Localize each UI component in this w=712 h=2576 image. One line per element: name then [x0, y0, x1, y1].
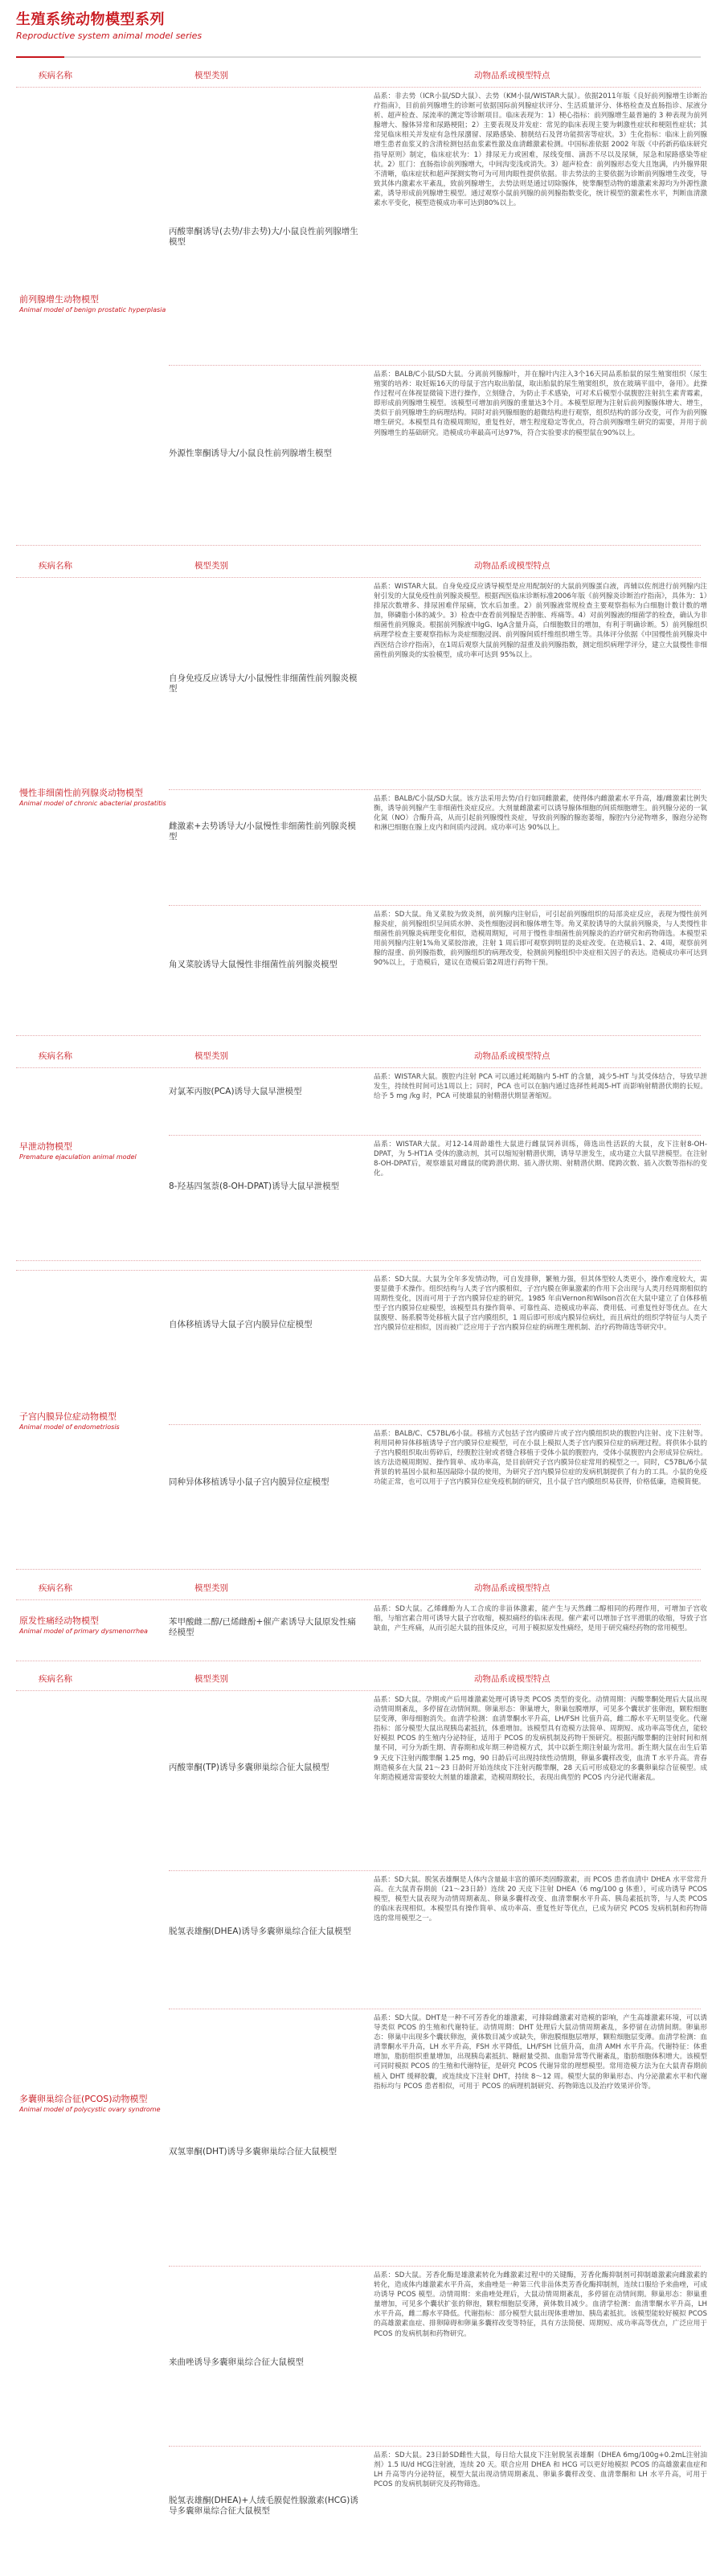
desc-bph1: 品系：非去势（ICR小鼠/SD大鼠）、去势（KM小鼠/WISTAR大鼠）。依据2011年版《良好前列腺增生诊断治疗指南》，目前前列腺增生的诊断可依据国际前列腺症状评分、生活质量评分、体格检查及直肠指诊、尿液分析、超声检查、尿流率的测定等诊断项目。临床表现为：1）梗心指标：前列腺增生最普遍的 3 种表现为前列腺增大、腺体异常和尿路梗阻；2）主要表现及并发症：常见的临床表现主要为刺激性症状和梗阻性症状；其常见临床相关并发症有急性尿潴留、尿路感染、膀胱结石及肾功能损害等症状。3）生化指标：临床上前列腺增生患者血浆又的含清检测包括血浆素性激及血清雌激素检测。中国标准依据 2002 年版《中药新药临床研究指导原则》制定，临床症状为：1）排尿无力或困难，尿线变细、滴沥不尽以及尿频，尿急和尿路感染等症状。2）肛门：直肠指诊前列腺增大，中间沟变浅或消失。3）超声检查：前列腺形态变大且饱满，内外腺界限不清晰，临床症状和超声探测实物可为可用肉眼性提供依据。非去势法的主要依据为诊断前列腺增生改变，导致其体内激素水平紊乱，致前列腺增生，去势法则是通过切除腺体，使睾酮型动物的雄激素来源均为外源性激素，诱导形成前列腺增生模型。通过观察小鼠前列腺的前列腺指数变化，统计模型的激素性水平，判断血清激素水平变化，模型造模成功率可达到80%以上。 [374, 92, 707, 208]
model-em2: 同种异体移植诱导小鼠子宫内膜异位症模型 [169, 1477, 329, 1487]
category-name: 前列腺增生动物模型 [19, 294, 99, 305]
category-name-en: Premature ejaculation animal model [19, 1153, 137, 1161]
desc-pe1: 品系：WISTAR大鼠。腹腔内注射 PCA 可以通过耗竭脑内 5-HT 的含量，减少5-HT 与其受体结合，导致早泄发生，持续性时间可达1周以上；同时，PCA 也可以在脑内通过选择性耗竭5-HT 而影响射精潜伏期的长短。给予 5 mg /kg 时，PCA 可使雄鼠的射精潜伏期显著缩短。 [374, 1073, 707, 1101]
divider [16, 1690, 701, 1691]
category-name: 早泄动物模型 [19, 1141, 72, 1152]
category-name-en: Animal model of polycystic ovary syndrome [19, 2106, 161, 2113]
divider [169, 789, 701, 790]
section-premature-ejaculation [16, 1045, 707, 1262]
section-endometriosis [16, 1270, 707, 1571]
model-em1: 自体移植诱导大鼠子宫内膜异位症模型 [169, 1320, 313, 1329]
desc-pe2: 品系：WISTAR大鼠。对12-14周龄雄性大鼠进行雌鼠饲养训练，筛选出性活跃的大鼠，皮下注射8-OH-DPAT，为 5-HT1A 受体的激动剂，其可以缩短射精潜伏期，诱导早泄发生，成功建立大鼠早泄模型。在注射8-OH-DPAT后，观察雄鼠对雌鼠的爬跨潜伏期、插入潜伏期、射精潜伏期、爬跨次数、插入次数等指标的变化。 [374, 1141, 707, 1178]
column-header-desc: 动物品系或模型特点 [474, 1674, 550, 1684]
divider [16, 545, 701, 546]
divider [16, 1569, 701, 1570]
model-bph1: 丙酸睾酮诱导(去势/非去势)大/小鼠良性前列腺增生模型 [169, 227, 358, 247]
desc-pcos5: 品系：SD大鼠。23日龄SD雌性大鼠，每日给大鼠皮下注射脱氢表雄酮（DHEA 6mg/100g+0.2mL注射油剂）1.5 IU/d HCG注射液，连续 20 天。联合应用 DHEA 和 HCG 可以更好地模拟 PCOS 的高雄激素血症和 LH 升高等内分泌特征，模型大鼠出现动情周期紊乱、卵巢多囊样改变、血清睾酮和 LH 水平升高，可用于 PCOS 的发病机制研究及药物筛选。 [374, 2451, 707, 2489]
category-pd [19, 1616, 180, 1636]
divider [169, 905, 701, 906]
category-pcos [19, 2094, 180, 2114]
category-em [19, 1411, 180, 1431]
divider [169, 365, 701, 366]
column-header-category: 疾病名称 [39, 71, 72, 80]
divider [169, 2446, 701, 2447]
model-cp3: 角叉菜胶诱导大鼠慢性非细菌性前列腺炎模型 [169, 960, 338, 969]
desc-cp2: 品系：BALB/C小鼠/SD大鼠。该方法采用去势/自行如同雌激素，使得体内雌激素水平升高，雄/雌激素比例失衡，诱导前列腺产生非细菌性炎症反应。大剂量雌激素可以诱导腺体细胞的间质细胞增生。前列腺分泌的一氧化氮（NO）合酶升高，从而引起前列腺慢性炎症，导致前列腺的腺泡萎缩，腺腔内分泌物增多，腺泡分泌物和淋巴细胞在腺上皮内和间质内浸润。成功率可达 90%以上。 [374, 795, 707, 833]
model-bph2: 外源性睾酮诱导大/小鼠良性前列腺增生模型 [169, 448, 333, 458]
page-title: 生殖系统动物模型系列 [16, 11, 165, 28]
desc-pcos3: 品系：SD大鼠。DHT是一种不可芳香化的雄激素，可排除雌激素对造模的影响，产生高雄激素环境，可以诱导类似 PCOS 的生殖和代谢特征。动情周期：DHT 处理后大鼠动情周期紊乱，多停留在动情间期。卵巢形态：卵巢中出现多个囊状卵泡，黄体数目减少或缺失，卵泡膜细胞层增厚，颗粒细胞层变薄。血清学检测：血清睾酮水平升高，LH 水平升高，FSH 水平降低，LH/FSH 比值升高，血清 AMH 水平升高。代谢特征：体重增加，脂肪组织重量增加，出现胰岛素抵抗、糖耐量受损、血脂异常等代谢紊乱，脂肪细胞体积增大。该模型可同时模拟 PCOS 的生殖和代谢特征，是研究 PCOS 代谢异常的理想模型。常用造模方法为在大鼠青春期前植入 DHT 缓释胶囊，或连续皮下注射 DHT，持续 8～12 周。模型大鼠的卵巢形态、内分泌激素水平和代谢指标均与 PCOS 患者相似，可用于 PCOS 的病理机制研究、药物筛选以及治疗效果评价等。 [374, 2014, 707, 2091]
divider [16, 577, 701, 578]
column-header-desc: 动物品系或模型特点 [474, 561, 550, 571]
model-pe1: 对氯苯丙胺(PCA)诱导大鼠早泄模型 [169, 1087, 302, 1096]
model-cp1: 自身免疫反应诱导大/小鼠慢性非细菌性前列腺炎模型 [169, 674, 358, 694]
column-header-model: 模型类别 [194, 1051, 228, 1061]
column-header-category: 疾病名称 [39, 1051, 72, 1061]
model-cp2: 雌激素+去势诱导大/小鼠慢性非细菌性前列腺炎模型 [169, 821, 356, 842]
desc-pcos4: 品系：SD大鼠。芳香化酶是雄激素转化为雌激素过程中的关键酶，芳香化酶抑制剂可抑制雄激素向雌激素的转化，造成体内雄激素水平升高，来曲唑是一种第三代非甾体类芳香化酶抑制剂，连续口服给予来曲唑，可成功诱导 PCOS 模型。动情周期：来曲唑处理后，大鼠动情周期紊乱，多停留在动情间期。卵巢形态：卵巢重量增加，可见多个囊状扩张的卵泡，颗粒细胞层变薄，黄体数目减少。血清学检测：血清睾酮水平升高，LH 水平升高，雌二醇水平降低。代谢指标：部分模型大鼠出现体重增加、胰岛素抵抗。该模型能较好模拟 PCOS 的高雄激素血症、排卵障碍和卵巢多囊样改变等特征，具有方法简便、周期短、成功率高等优点，广泛应用于 PCOS 的发病机制和药物研究。 [374, 2271, 707, 2338]
model-pe2: 8-羟基四氢萘(8-OH-DPAT)诱导大鼠早泄模型 [169, 1182, 340, 1191]
page-subtitle: Reproductive system animal model series [16, 31, 203, 41]
column-header-category: 疾病名称 [39, 1583, 72, 1593]
category-bph [19, 294, 180, 314]
divider [169, 1870, 701, 1871]
section-dysmenorrhea [16, 1577, 707, 1662]
category-name-en: Animal model of chronic abacterial prostatitis [19, 800, 166, 807]
divider [169, 1424, 701, 1425]
category-cp [19, 788, 180, 808]
category-name: 慢性非细菌性前列腺炎动物模型 [19, 788, 143, 798]
model-pcos2: 脱氢表雄酮(DHEA)诱导多囊卵巢综合征大鼠模型 [169, 1927, 351, 1936]
divider [16, 87, 701, 88]
column-header-model: 模型类别 [194, 1674, 228, 1684]
column-header-model: 模型类别 [194, 1583, 228, 1593]
desc-bph2: 品系：BALB/C小鼠/SD大鼠。分离前列腺腺叶，并在腺叶内注入3个16天同品系胎鼠的尿生殖窦组织（尿生殖窦的培养：取妊娠16天的母鼠于宫内取出胎鼠，取出胎鼠的尿生殖窦组织，放在玻璃平皿中，备用）。此操作过程可在体视显微镜下进行操作，立刻缝合，为防止手术感染，可对术后模型小鼠腹腔注射抗生素青霉素，即形成前列腺增生模型。该模型可增加前列腺的重量达3个月。本模型原理为注射后前列腺腺体增大、增生，类似于前列腺增生的病理结构。同时对前列腺细胞的超微结构进行观察，组织结构的部分改变，可作为前列腺增生研究。本模型具有造模周期短，重复性好，增生程度稳定等优点，符合前列腺增生研究的需要，并用于前列腺增生的基础研究。造模成功率最高可达97%，符合实验要求的模型鼠在90%以上。 [374, 371, 707, 437]
category-name-en: Animal model of benign prostatic hyperplasia [19, 306, 166, 313]
section-chronic-prostatitis [16, 555, 707, 1037]
model-pcos3: 双氢睾酮(DHT)诱导多囊卵巢综合征大鼠模型 [169, 2147, 338, 2156]
category-name: 多囊卵巢综合征(PCOS)动物模型 [19, 2094, 148, 2104]
column-header-desc: 动物品系或模型特点 [474, 1583, 550, 1593]
header-divider [16, 56, 701, 58]
category-name-en: Animal model of endometriosis [19, 1423, 120, 1431]
divider [16, 1067, 701, 1068]
divider [16, 1599, 701, 1600]
desc-pcos1: 品系：SD大鼠。孕期或产后用雄激素处理可诱导类 PCOS 类型的变化。动情周期：丙酸睾酮处理后大鼠出现动情周期紊乱，多停留在动情间期。卵巢形态：卵巢增大，卵巢包膜增厚，可见多个囊状扩张卵泡，颗粒细胞层变薄，卵母细胞消失。血清学检测：血清睾酮水平升高，LH/FSH 比值升高，雌二醇水平无明显变化。代谢指标：部分模型大鼠出现胰岛素抵抗，体重增加。该模型具有造模方法简单、周期短、成功率高等优点，能较好模拟 PCOS 的生殖内分泌特征，适用于 PCOS 的发病机制及药物干预研究。根据丙酸睾酮的注射时间和剂量不同，可分为新生期、青春期和成年期三种造模方式，其中以新生期注射最为常用。新生期大鼠在出生后第 9 天皮下注射丙酸睾酮 1.25 mg，90 日龄后可出现持续性动情期，卵巢多囊样改变，血清 T 水平升高。青春期造模多在大鼠 21～23 日龄时开始连续皮下注射丙酸睾酮，28 天后可形成稳定的多囊卵巢综合征模型。成年期造模通常需要较大剂量的雄激素，造模周期较长，表现出典型的 PCOS 内分泌代谢紊乱。 [374, 1696, 707, 1782]
desc-pd1: 品系：SD大鼠。乙烯雌酚为人工合成的非甾体激素，能产生与天然雌二醇相同的药理作用，可增加子宫收缩，与缩宫素合用可诱导大鼠子宫收缩，模拟痛经的临床表现。催产素可以增加子宫平滑肌的收缩，导致子宫缺血，产生疼痛，从而引起大鼠的扭体反应，可用于模拟原发性痛经，是用于研究痛经药物的常用模型。 [374, 1605, 707, 1633]
column-header-desc: 动物品系或模型特点 [474, 1051, 550, 1061]
column-header-model: 模型类别 [194, 71, 228, 80]
desc-em2: 品系：BALB/C、C57BL/6小鼠。移植方式包括子宫内膜碎片或子宫内膜组织块的腹腔内注射、皮下注射等。利用同种异体移植诱导子宫内膜异位症模型，可在小鼠上模拟人类子宫内膜异位症的病理过程。将供体小鼠的子宫内膜组织取出剪碎后，经腹腔注射或者缝合移植于受体小鼠的腹腔内，受体小鼠腹腔内会形成异位病灶。该方法造模周期短、操作简单、成功率高，是目前研究子宫内膜异位症常用的模型之一。同时，C57BL/6小鼠背景的转基因小鼠和基因敲除小鼠的使用，为研究子宫内膜异位症的发病机制提供了有力的工具。小鼠的免疫功能正常，也可以用于子宫内膜异位症免疫机制的研究，且小鼠子宫内膜组织易获得，价格低廉，造模简便。 [374, 1430, 707, 1487]
category-pe [19, 1141, 180, 1161]
divider [169, 2266, 701, 2267]
model-pcos4: 来曲唑诱导多囊卵巢综合征大鼠模型 [169, 2357, 304, 2367]
category-name-en: Animal model of primary dysmenorrhea [19, 1628, 148, 1635]
model-pd1: 苯甲酸雌二醇/已烯雌酚+催产素诱导大鼠原发性痛经模型 [169, 1617, 356, 1637]
column-header-category: 疾病名称 [39, 561, 72, 571]
divider [169, 1135, 701, 1136]
model-pcos1: 丙酸睾酮(TP)诱导多囊卵巢综合征大鼠模型 [169, 1763, 329, 1772]
column-header-model: 模型类别 [194, 561, 228, 571]
column-header-category: 疾病名称 [39, 1674, 72, 1684]
column-header-desc: 动物品系或模型特点 [474, 71, 550, 80]
desc-pcos2: 品系：SD大鼠。脱氢表雄酮是人体内含量最丰富的循环类固醇激素，而 PCOS 患者血清中 DHEA 水平常常升高。在大鼠青春期前（21～23日龄）连续 20 天皮下注射 DHEA（6 mg/100 g 体重），可成功诱导 PCOS 模型，模型大鼠表现为动情周期紊乱、卵巢多囊样改变、血清睾酮水平升高、胰岛素抵抗等，与人类 PCOS 的临床表现相似。本模型具有操作简单、成功率高、重复性好等优点，已成为研究 PCOS 发病机制和药物筛选的常用模型之一。 [374, 1876, 707, 1923]
category-name: 原发性痛经动物模型 [19, 1616, 99, 1626]
divider [16, 1270, 701, 1271]
desc-cp3: 品系：SD大鼠。角叉菜胶为致炎剂，前列腺内注射后，可引起前列腺组织的局部炎症反应，表现为慢性前列腺炎症，前列腺组织呈间质水肿、炎性细胞浸润和腺体增生等。角叉菜胶诱导的大鼠前列腺炎，与人类慢性非细菌性前列腺炎病理变化相似，造模周期短，可用于慢性非细菌性前列腺炎的治疗研究和药物筛选。本模型采用前列腺内注射1%角叉菜胶溶液，注射 1 周后即可观察到明显的炎症改变。在造模后1、2、4周，观察前列腺的湿重、前列腺指数，前列腺组织的病理改变，检测前列腺组织中炎症相关因子的表达。造模成功率可达到90%以上，于造模后，建议在造模后第2周进行药物干预。 [374, 911, 707, 968]
category-name: 子宫内膜异位症动物模型 [19, 1411, 117, 1422]
desc-cp1: 品系：WISTAR大鼠。自身免疫反应诱导模型是应用配制好的大鼠前列腺蛋白液，再辅以佐剂进行前列腺内注射引发的大鼠免疫性前列腺炎模型。根据西医临床诊断标准2006年版《前列腺炎诊断治疗指南》，具体为：1）排尿次数增多、排尿困难伴尿痛，饮水后加重。2）前列腺液常规检查主要观察指标为白细胞计数计数的增加，卵磷脂小体的减少。3）检查中查看前列腺是否肿胀、疼痛等。4）对前列腺液的细菌学的检查，确认为非细菌性前列腺炎。根据前列腺液中IgG、IgA含量升高，白细胞数目的增加，有利于明确诊断。5）前列腺组织病理学检查主要观察指标为炎症细胞浸润、前列腺间质纤维组织增生等。具体评分依据《中国慢性前列腺炎中西医结合诊疗指南》，在1周后观察大鼠前列腺的湿重及前列腺指数，测定组织病理学评分，建立大鼠慢性非细菌性前列腺炎的实验模型，成功率可达到 95%以上。 [374, 583, 707, 659]
desc-em1: 品系：SD大鼠。大鼠为全年多发情动物，可自发排卵，繁殖力强，但其体型较人类更小，操作难度较大，需要显微手术操作。组织结构与人类子宫内膜相似，子宫内膜在卵巢激素的作用下会出现与人类月经周期相似的周期性变化，因而可用于子宫内膜异位症的研究。1985 年由Vernon和Wilson首次在大鼠中建立了自体移植型子宫内膜异位症模型，该模型具有操作简单、可靠性高、造模成功率高、费用低、可重复性好等优点。在大鼠腹壁、肠系膜等处移植大鼠子宫内膜组织，1 周后即可形成内膜异位病灶，而且病灶的组织学特征与人类子宫内膜异位症相似，因而被广泛应用于子宫内膜异位症的病理生理机制、治疗药物筛选等研究中。 [374, 1276, 707, 1333]
divider [16, 1035, 701, 1036]
model-pcos5: 脱氢表雄酮(DHEA)+人绒毛膜促性腺激素(HCG)诱导多囊卵巢综合征大鼠模型 [169, 2496, 358, 2516]
section-pcos [16, 1668, 707, 2572]
section-bph [16, 64, 707, 547]
page-header [16, 11, 202, 42]
divider [16, 1260, 701, 1261]
